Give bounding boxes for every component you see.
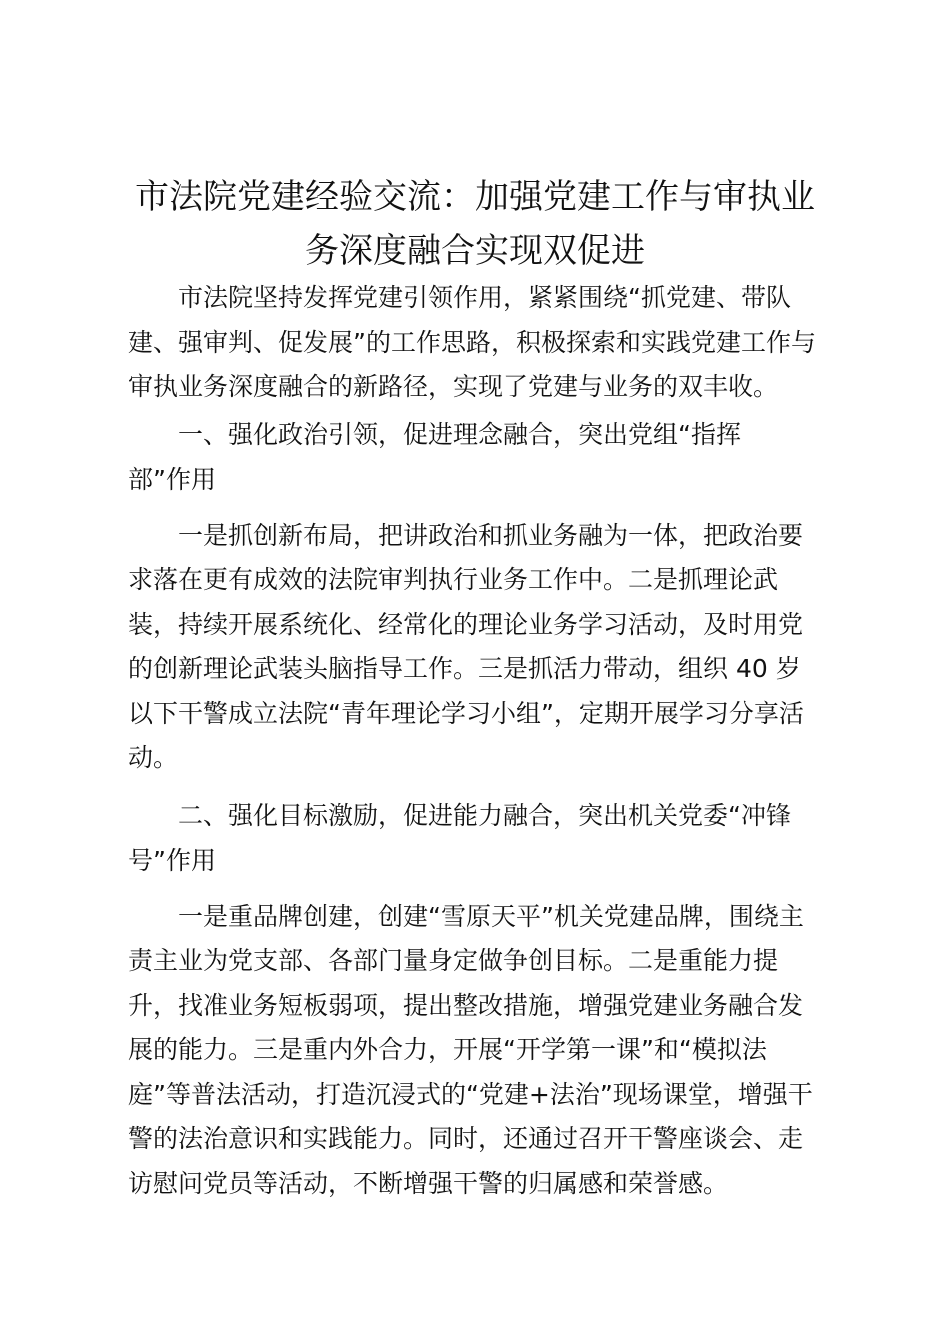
section-1-paragraph (128, 514, 832, 781)
section-2-heading-line-1: 二、强化目标激励，促进能力融合，突出机关党委“冲锋 (178, 800, 791, 830)
section-2-line-3: 升，找准业务短板弱项，提出整改措施，增强党建业务融合发 (128, 990, 804, 1020)
section-1-line-6: 动。 (128, 743, 179, 772)
document-body (128, 276, 832, 1206)
section-1-line-2: 求落在更有成效的法院审判执行业务工作中。二是抓理论武 (128, 565, 779, 594)
section-2-heading-line-2: 号”作用 (128, 845, 216, 875)
title-line-1: 市法院党建经验交流：加强党建工作与审执业 (135, 177, 815, 217)
section-2-line-5: 庭”等普法活动，打造沉浸式的“党建+法治”现场课堂，增强干 (128, 1079, 813, 1109)
section-2-heading (128, 793, 832, 883)
section-2-line-1: 一是重品牌创建，创建“雪原天平”机关党建品牌，围绕主 (178, 901, 804, 931)
section-1-line-5: 以下干警成立法院“青年理论学习小组”，定期开展学习分享活 (128, 698, 804, 728)
document-title (110, 170, 840, 278)
section-1-heading-line-1: 一、强化政治引领，促进理念融合，突出党组“指挥 (178, 419, 741, 449)
section-1-line-1: 一是抓创新布局，把讲政治和抓业务融为一体，把政治要 (178, 520, 804, 550)
section-1-line-3: 装，持续开展系统化、经常化的理论业务学习活动，及时用党 (128, 609, 804, 639)
section-2-line-7: 访慰问党员等活动，不断增强干警的归属感和荣誉感。 (128, 1168, 729, 1198)
intro-line-2: 建、强审判、促发展”的工作思路，积极探索和实践党建工作与 (128, 327, 816, 357)
title-line-2: 务深度融合实现双促进 (305, 231, 645, 271)
section-1-heading-line-2: 部”作用 (128, 464, 216, 494)
section-2-paragraph (128, 895, 832, 1207)
intro-paragraph (128, 276, 832, 410)
intro-line-1: 市法院坚持发挥党建引领作用，紧紧围绕“抓党建、带队 (178, 283, 791, 312)
section-1-heading (128, 412, 832, 502)
section-2-line-2: 责主业为党支部、各部门量身定做争创目标。二是重能力提 (128, 946, 779, 975)
section-1-line-4: 的创新理论武装头脑指导工作。三是抓活力带动，组织 40 岁 (128, 654, 801, 683)
section-2-line-4: 展的能力。三是重内外合力，开展“开学第一课”和“模拟法 (128, 1035, 767, 1064)
section-2-line-6: 警的法治意识和实践能力。同时，还通过召开干警座谈会、走 (128, 1124, 804, 1153)
intro-line-3: 审执业务深度融合的新路径，实现了党建与业务的双丰收。 (128, 372, 779, 401)
